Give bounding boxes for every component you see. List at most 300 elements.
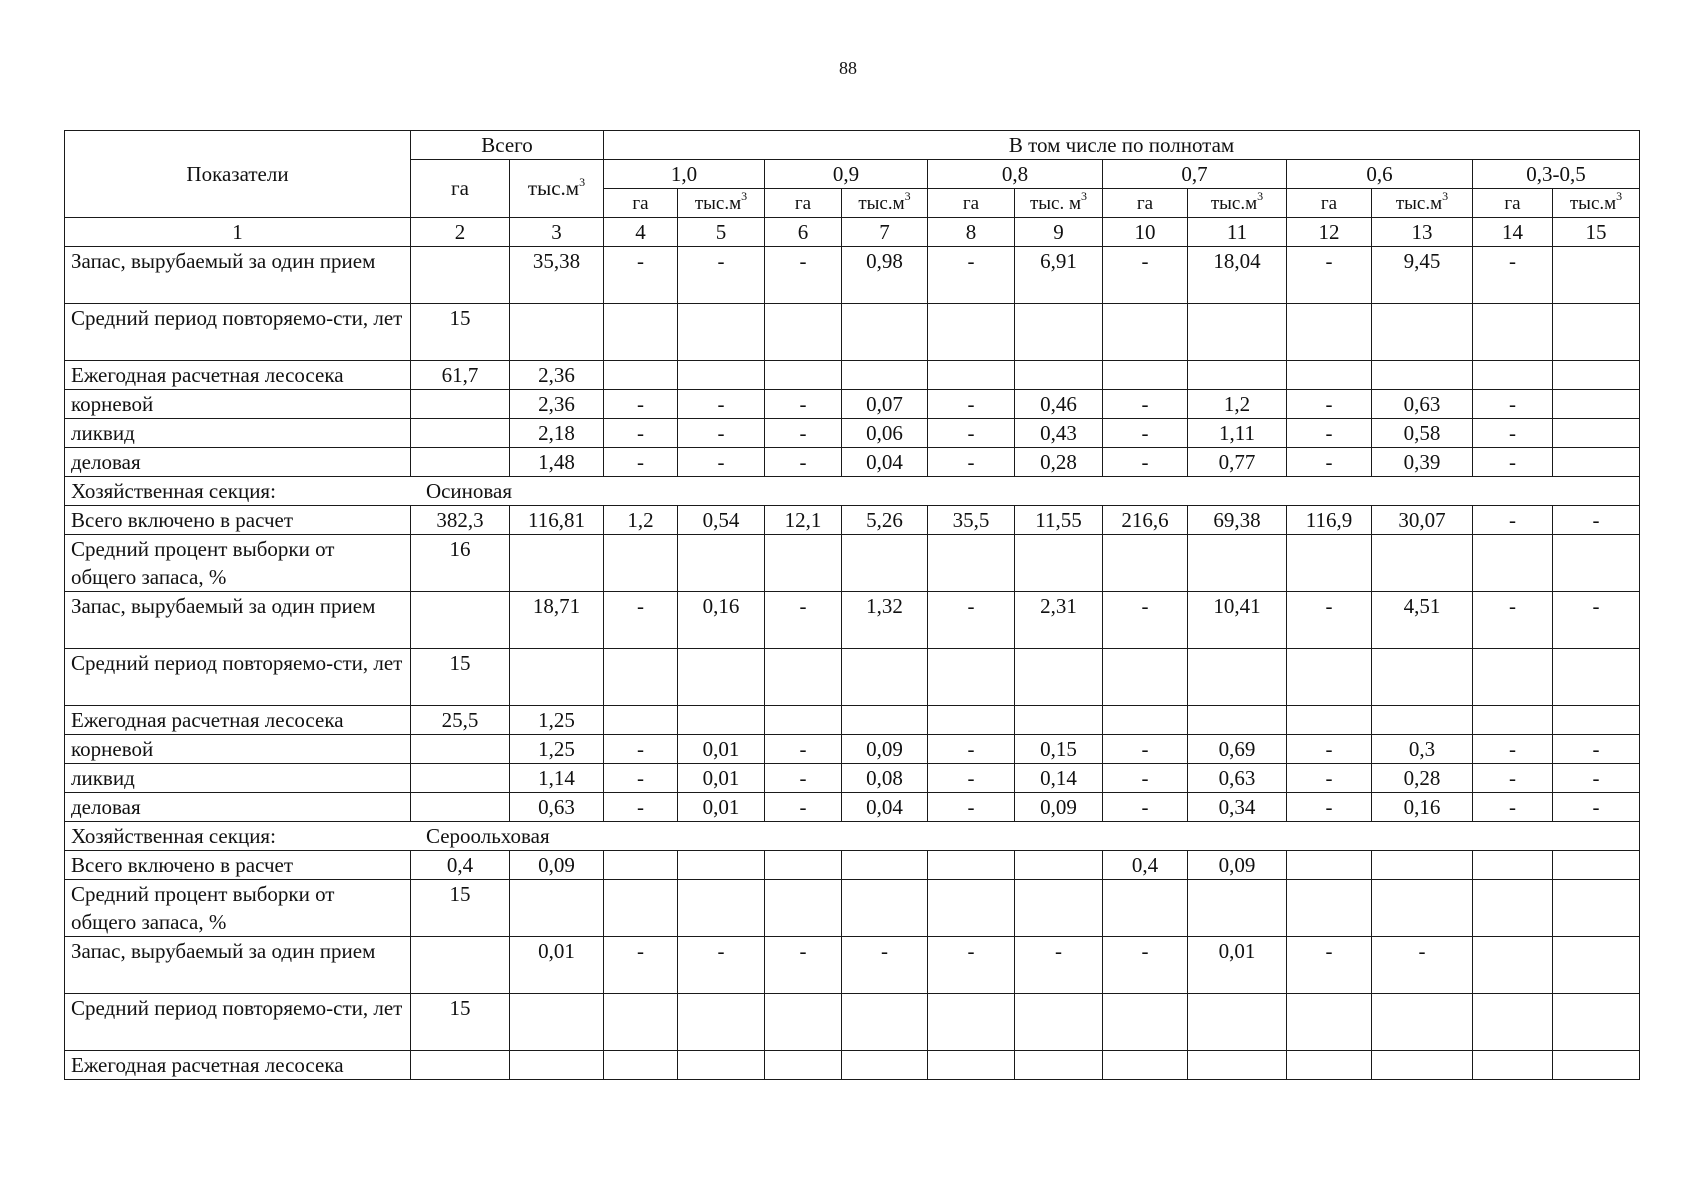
table-row [65,735,1640,764]
table-cell: 0,09 [510,851,604,880]
table-cell: 1,25 [510,706,604,735]
table-cell: 1,2 [604,506,678,535]
table-cell: 0,01 [1188,937,1287,994]
table-cell: - [765,419,842,448]
table-cell [604,535,678,592]
table-cell [1188,1051,1287,1080]
table-cell [1473,937,1553,994]
table-cell [1287,1051,1372,1080]
section-header [65,822,1640,851]
table-cell [1287,851,1372,880]
table-cell [1287,535,1372,592]
table-row [65,247,1640,304]
table-cell [1015,706,1103,735]
row-label: Ежегодная расчетная лесосека [65,1051,411,1080]
row-label: корневой [65,390,411,419]
table-cell: - [604,419,678,448]
table-cell [510,1051,604,1080]
table-cell [1188,994,1287,1051]
table-cell: 4,51 [1372,592,1473,649]
table-cell: - [1287,592,1372,649]
header-volume: тыс. $м^3$ [1015,189,1103,218]
row-label: Ежегодная расчетная лесосека [65,361,411,390]
table-cell [928,361,1015,390]
table-row [65,361,1640,390]
table-cell [1553,1051,1640,1080]
table-cell: 0,63 [1188,764,1287,793]
table-cell [1372,1051,1473,1080]
table-cell [604,851,678,880]
table-cell [1553,706,1640,735]
row-label: Средний период повторяемо-сти, лет [65,649,411,706]
header-ha: га [1287,189,1372,218]
row-label: Всего включено в расчет [65,851,411,880]
column-number: 2 [411,218,510,247]
table-cell: 0,01 [678,735,765,764]
table-row [65,764,1640,793]
table-cell [1015,535,1103,592]
header-density: 0,6 [1287,160,1473,189]
table-cell: - [1473,764,1553,793]
table-cell [604,1051,678,1080]
table-cell [1188,535,1287,592]
table-cell [510,649,604,706]
table-cell [678,361,765,390]
table-cell: - [604,764,678,793]
table-cell [765,649,842,706]
table-cell [1103,706,1188,735]
column-number: 12 [1287,218,1372,247]
table-cell [678,1051,765,1080]
column-number: 9 [1015,218,1103,247]
table-cell: - [928,764,1015,793]
table-cell: 0,4 [411,851,510,880]
table-cell: - [1372,937,1473,994]
table-cell [1372,994,1473,1051]
table-cell: - [604,247,678,304]
table-cell [604,304,678,361]
column-number: 8 [928,218,1015,247]
header-total-volume: $тыс.м^3$ [510,160,604,218]
table-cell: 15 [411,304,510,361]
table-cell: - [1553,506,1640,535]
row-label: деловая [65,448,411,477]
table-cell: 35,38 [510,247,604,304]
header-density: 0,9 [765,160,928,189]
table-cell: - [765,448,842,477]
table-cell: 0,16 [678,592,765,649]
table-cell: - [1473,448,1553,477]
table-cell: - [1553,592,1640,649]
table-cell [842,649,928,706]
table-cell [1473,706,1553,735]
table-cell: - [1103,419,1188,448]
table-cell [1015,880,1103,937]
header-ha: га [604,189,678,218]
table-cell [765,994,842,1051]
table-cell [928,994,1015,1051]
table-cell [411,448,510,477]
column-number: 15 [1553,218,1640,247]
table-cell: 0,07 [842,390,928,419]
table-cell [842,994,928,1051]
header-total: Всего [411,131,604,160]
table-cell: 116,9 [1287,506,1372,535]
row-label: корневой [65,735,411,764]
row-label: ликвид [65,764,411,793]
table-cell: - [604,592,678,649]
table-cell [678,994,765,1051]
table-cell: - [1103,592,1188,649]
table-cell [765,535,842,592]
table-cell [1372,304,1473,361]
table-cell [1553,247,1640,304]
header-total-ha: га [411,160,510,218]
table-row [65,851,1640,880]
table-cell: 18,71 [510,592,604,649]
table-row [65,390,1640,419]
table-cell: - [604,793,678,822]
table-cell [765,361,842,390]
table-cell [604,649,678,706]
table-cell: - [765,793,842,822]
header-ha: га [928,189,1015,218]
table-row [65,649,1640,706]
table-cell [1553,304,1640,361]
table-cell: - [928,793,1015,822]
table-cell: - [1287,735,1372,764]
table-cell: 0,43 [1015,419,1103,448]
table-cell: 0,09 [842,735,928,764]
table-cell [411,419,510,448]
table-cell: - [765,592,842,649]
table-cell [765,880,842,937]
table-cell [928,535,1015,592]
table-cell [411,390,510,419]
table-cell [678,649,765,706]
table-cell: - [1473,247,1553,304]
table-cell: - [1287,937,1372,994]
table-cell [842,851,928,880]
table-cell [1015,1051,1103,1080]
table-cell [1015,994,1103,1051]
row-label: Запас, вырубаемый за один прием [65,247,411,304]
header-including-by-density: В том числе по полнотам [604,131,1640,160]
table-cell: 0,58 [1372,419,1473,448]
page-number: 88 [839,58,857,78]
table-row [65,793,1640,822]
section-label: Хозяйственная секция: [71,479,276,503]
table-cell: 0,09 [1015,793,1103,822]
table-cell: - [1103,448,1188,477]
table-row [65,419,1640,448]
table-cell: 2,31 [1015,592,1103,649]
table-cell: 0,16 [1372,793,1473,822]
header-volume: $тыс.м^3$ [1553,189,1640,218]
table-cell [1287,361,1372,390]
table-cell [411,592,510,649]
table-cell: - [1103,390,1188,419]
section-name: Сероольховая [425,824,550,848]
table-cell [1103,994,1188,1051]
header-ha: га [1103,189,1188,218]
table-cell [1372,706,1473,735]
table-cell [411,1051,510,1080]
section-header [65,477,1640,506]
table-cell: - [604,390,678,419]
header-ha: га [1473,189,1553,218]
table-cell [678,304,765,361]
table-cell: - [604,937,678,994]
table-cell: 0,01 [678,793,765,822]
table-cell [678,706,765,735]
felling-table [64,130,1640,1080]
table-cell [678,880,765,937]
table-header [65,131,1640,247]
column-number: 4 [604,218,678,247]
table-cell: 16 [411,535,510,592]
table-cell [842,706,928,735]
table-row [65,592,1640,649]
table-cell [1015,361,1103,390]
table-cell: 25,5 [411,706,510,735]
table-cell: 0,28 [1372,764,1473,793]
column-number: 5 [678,218,765,247]
table-cell [1553,937,1640,994]
table-cell [510,880,604,937]
table-cell [1473,361,1553,390]
table-cell [604,706,678,735]
header-volume: $тыс.м^3$ [678,189,765,218]
table-row [65,937,1640,994]
table-cell [1553,994,1640,1051]
table-cell [1103,304,1188,361]
table-cell: 0,98 [842,247,928,304]
table-row [65,1051,1640,1080]
table-cell [842,361,928,390]
table-cell: 0,01 [510,937,604,994]
table-cell [1287,994,1372,1051]
table-cell: - [1015,937,1103,994]
table-cell [1553,880,1640,937]
table-cell [928,649,1015,706]
table-cell: 382,3 [411,506,510,535]
header-ha: га [765,189,842,218]
table-cell: - [1553,735,1640,764]
table-row [65,994,1640,1051]
header-density: 0,7 [1103,160,1287,189]
row-label: Средний период повторяемо-сти, лет [65,304,411,361]
table-cell: 2,36 [510,390,604,419]
table-cell: 116,81 [510,506,604,535]
row-label: Ежегодная расчетная лесосека [65,706,411,735]
table-cell: - [678,419,765,448]
table-cell [1553,390,1640,419]
table-cell: - [765,247,842,304]
table-cell: - [765,735,842,764]
table-cell [678,535,765,592]
table-cell: - [928,937,1015,994]
table-cell [1287,880,1372,937]
table-cell: 0,63 [1372,390,1473,419]
table-cell [604,880,678,937]
table-cell [928,706,1015,735]
table-cell [765,304,842,361]
table-cell [1287,304,1372,361]
table-cell: 11,55 [1015,506,1103,535]
table-cell [411,937,510,994]
table-cell: 1,48 [510,448,604,477]
table-cell: - [765,390,842,419]
column-number: 6 [765,218,842,247]
header-indicators: Показатели [65,131,411,218]
table-cell: - [604,735,678,764]
header-density: 1,0 [604,160,765,189]
table-cell: 0,3 [1372,735,1473,764]
table-cell: 30,07 [1372,506,1473,535]
table-cell: - [1287,448,1372,477]
row-label: Средний период повторяемо-сти, лет [65,994,411,1051]
table-cell [411,764,510,793]
column-number: 14 [1473,218,1553,247]
table-cell: 10,41 [1188,592,1287,649]
table-cell [411,793,510,822]
table-cell [842,304,928,361]
table-cell: - [928,592,1015,649]
table-cell: 1,25 [510,735,604,764]
table-cell: - [604,448,678,477]
table-cell [765,1051,842,1080]
table-body [65,247,1640,1080]
table-cell: - [765,764,842,793]
table-cell [1015,304,1103,361]
table-cell [1473,649,1553,706]
table-row [65,448,1640,477]
header-volume: $тыс.м^3$ [842,189,928,218]
table-cell: 1,32 [842,592,928,649]
section-row [65,477,1640,506]
table-cell: - [1103,247,1188,304]
table-cell: 0,06 [842,419,928,448]
table-cell [1103,649,1188,706]
column-number: 3 [510,218,604,247]
table-cell [510,304,604,361]
column-number: 7 [842,218,928,247]
table-cell: 0,09 [1188,851,1287,880]
table-cell: - [678,937,765,994]
table-cell: - [1553,793,1640,822]
table-cell: 61,7 [411,361,510,390]
column-number: 11 [1188,218,1287,247]
table-cell: - [1553,764,1640,793]
table-cell [1372,361,1473,390]
table-cell [928,880,1015,937]
table-cell [1188,649,1287,706]
table-cell [411,247,510,304]
table-row [65,880,1640,937]
table-row [65,506,1640,535]
table-cell: - [765,937,842,994]
row-label: деловая [65,793,411,822]
table-cell [510,535,604,592]
table-cell: 35,5 [928,506,1015,535]
table-cell: - [678,247,765,304]
table-cell [928,851,1015,880]
header-density: 0,8 [928,160,1103,189]
table-cell [765,851,842,880]
table-cell: - [1473,506,1553,535]
section-name: Осиновая [425,479,513,503]
table-cell: 0,28 [1015,448,1103,477]
table-cell [1372,535,1473,592]
table-cell [1553,851,1640,880]
table-cell: - [1473,592,1553,649]
table-cell [1103,1051,1188,1080]
table-cell: - [1103,793,1188,822]
table-cell [1473,851,1553,880]
table-cell [604,361,678,390]
table-cell [1287,649,1372,706]
table-cell: 0,04 [842,793,928,822]
table-cell: 15 [411,880,510,937]
header-volume: $тыс.м^3$ [1188,189,1287,218]
table-cell [1015,649,1103,706]
table-cell: 0,4 [1103,851,1188,880]
felling-table-container [64,130,1639,1080]
table-cell: - [842,937,928,994]
table-cell: 216,6 [1103,506,1188,535]
table-cell: - [928,735,1015,764]
section-row [65,822,1640,851]
row-label: Средний процент выборки от общего запаса, % [65,535,411,592]
table-cell: 5,26 [842,506,928,535]
table-cell [604,994,678,1051]
table-cell [1473,880,1553,937]
table-cell: 0,01 [678,764,765,793]
table-cell: - [1287,390,1372,419]
table-cell [1372,649,1473,706]
table-cell: - [928,247,1015,304]
table-cell: - [1473,735,1553,764]
table-cell: - [1287,764,1372,793]
table-cell: - [678,390,765,419]
table-cell: - [1103,937,1188,994]
table-cell [1287,706,1372,735]
header-density: 0,3-0,5 [1473,160,1640,189]
table-cell: 0,08 [842,764,928,793]
table-cell: 1,11 [1188,419,1287,448]
table-cell [1473,1051,1553,1080]
table-cell [1103,535,1188,592]
table-cell [1103,361,1188,390]
table-cell: - [1473,419,1553,448]
table-cell [842,880,928,937]
row-label: Запас, вырубаемый за один прием [65,937,411,994]
table-cell: 15 [411,649,510,706]
table-row [65,706,1640,735]
table-cell: 15 [411,994,510,1051]
table-cell: - [1473,390,1553,419]
table-cell [678,851,765,880]
table-cell: 0,04 [842,448,928,477]
table-cell [1553,535,1640,592]
table-cell: 0,63 [510,793,604,822]
row-label: Всего включено в расчет [65,506,411,535]
table-cell [1188,706,1287,735]
table-cell [1015,851,1103,880]
table-cell [1188,304,1287,361]
header-volume: $тыс.м^3$ [1372,189,1473,218]
